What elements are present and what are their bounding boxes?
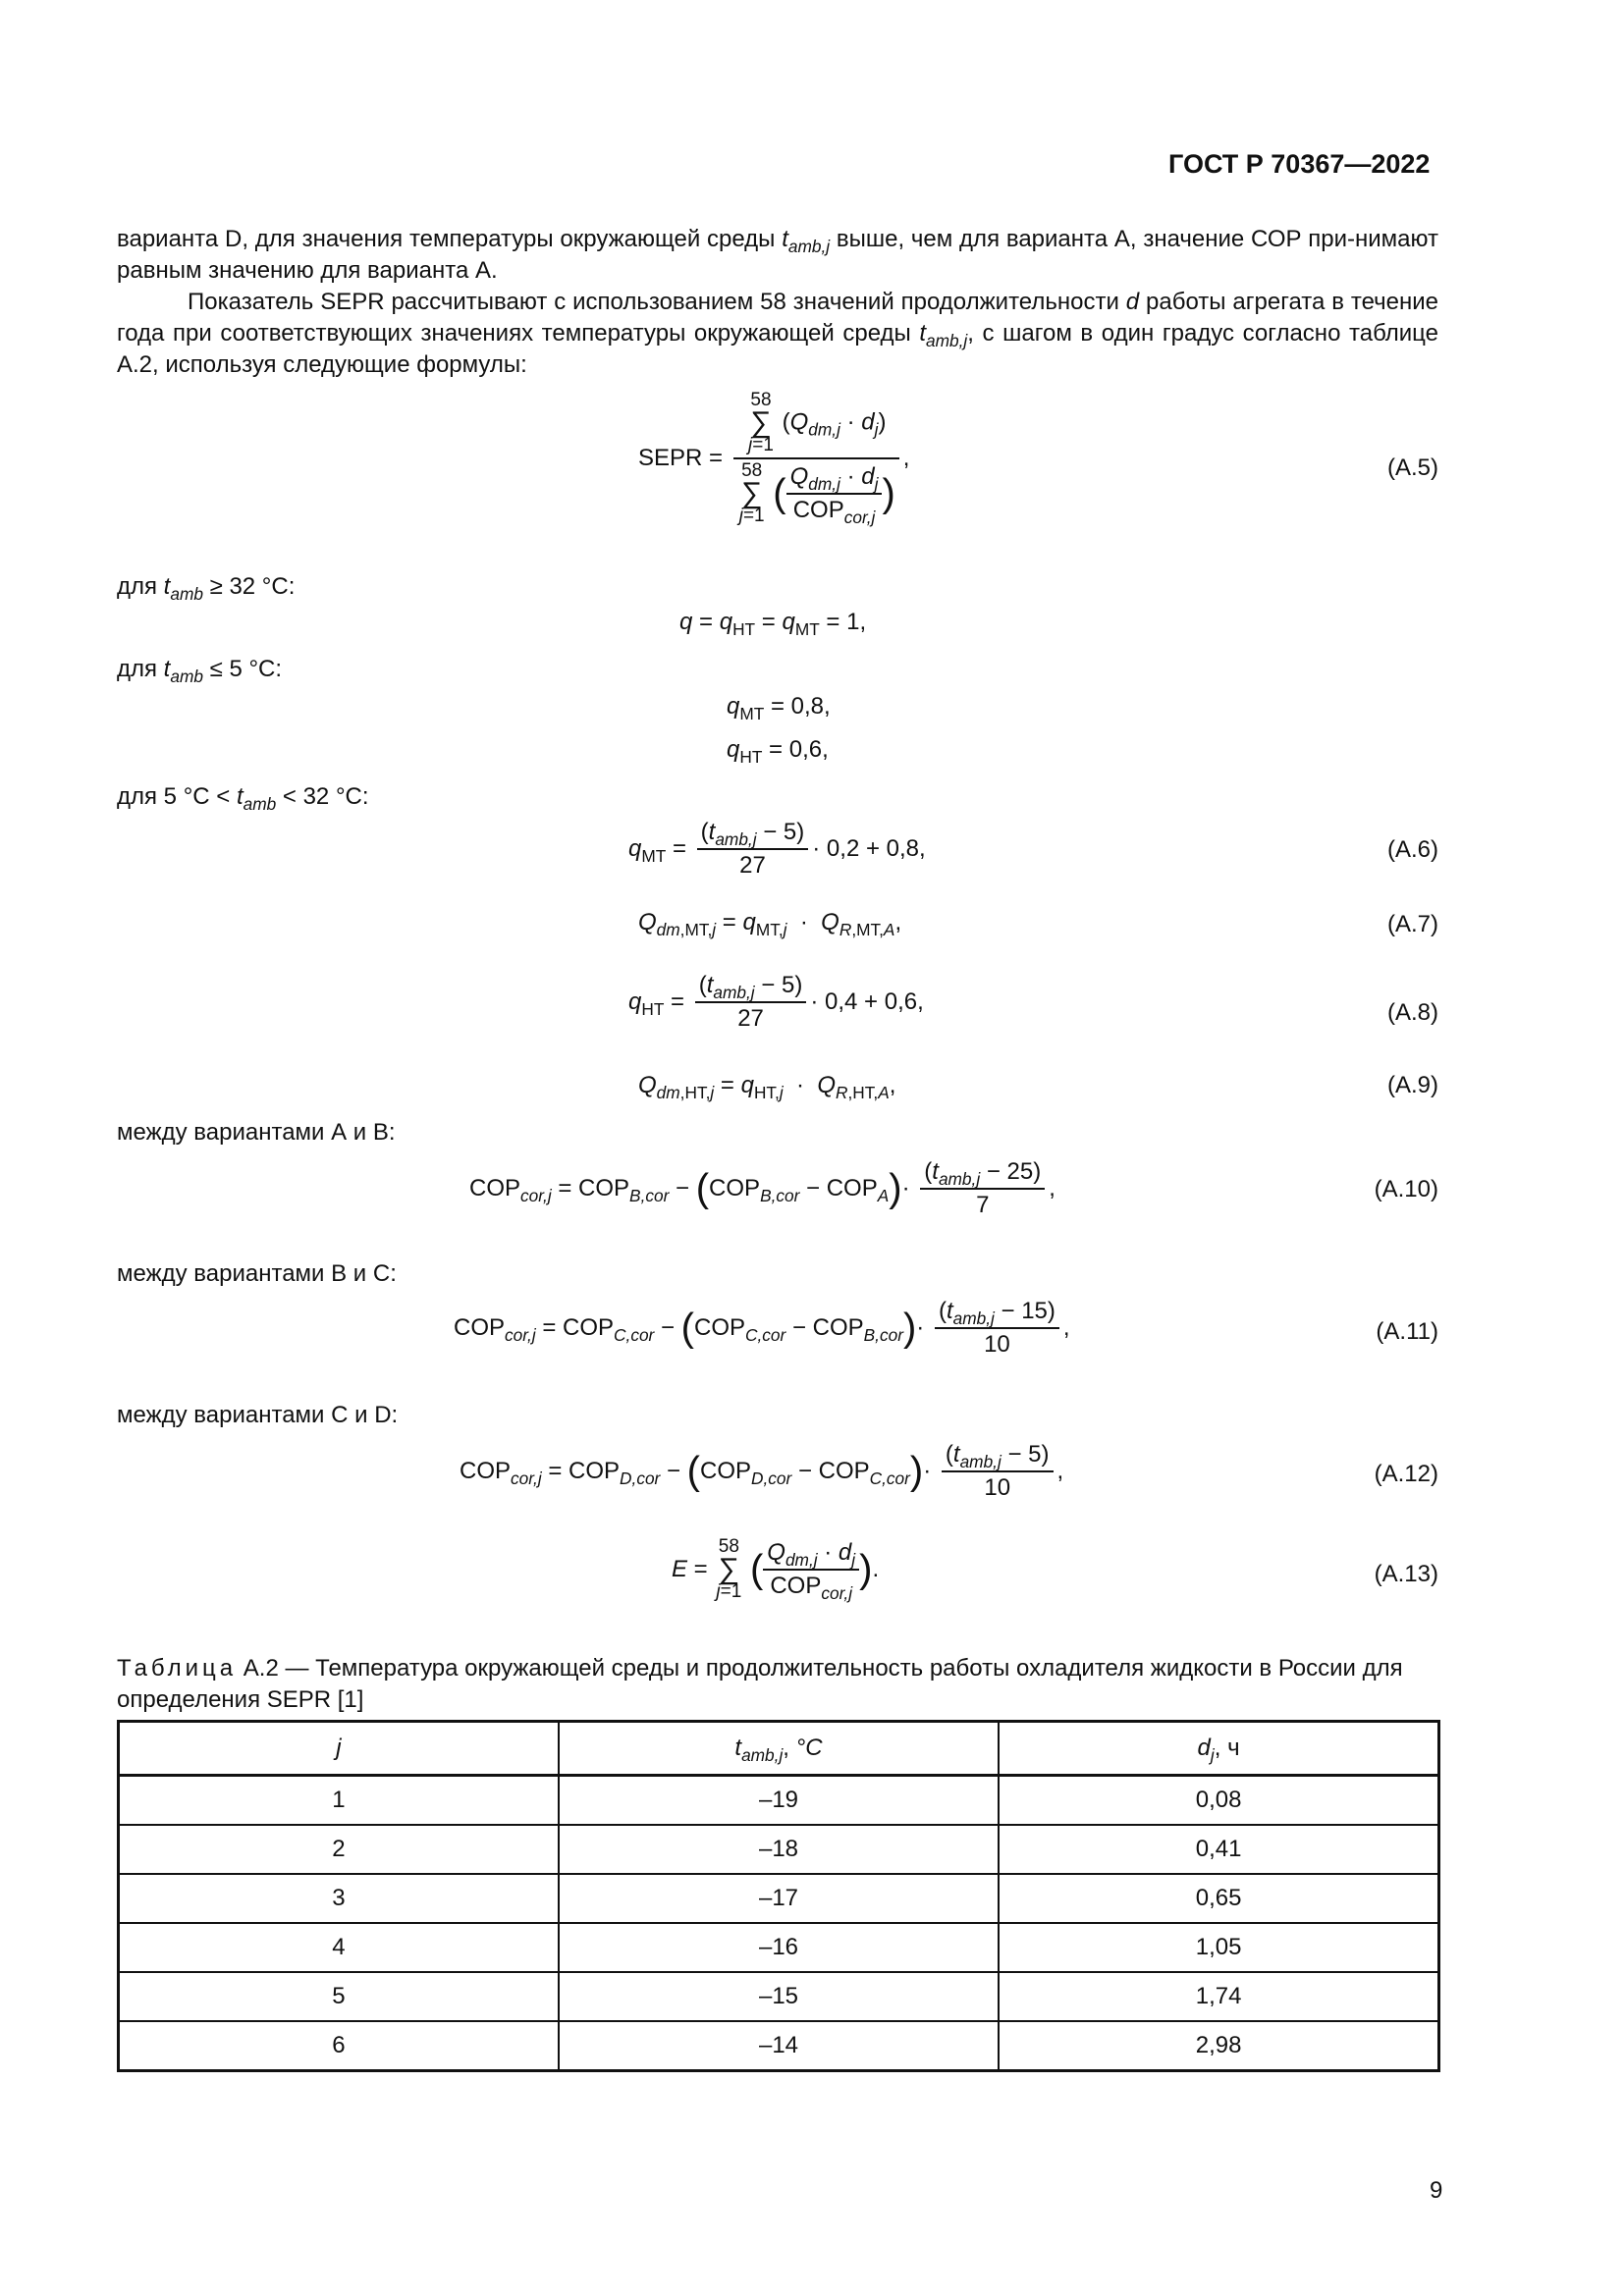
cell-j: 6 (119, 2021, 559, 2071)
cell-d: 1,05 (999, 1923, 1438, 1972)
cell-j: 4 (119, 1923, 559, 1972)
header-d: $d_j$, ч (999, 1722, 1438, 1776)
equation-number-a11: (А.11) (1376, 1318, 1438, 1345)
condition-tamb-ge-32: для $t_{amb} \ge 32$ °С: (117, 573, 296, 604)
cell-tamb: –18 (559, 1825, 999, 1874)
equation-number-a12: (А.12) (1374, 1461, 1438, 1487)
equation-a9: $Q_{dm,HT,j} = q_{HT,j} \cdot Q_{R,HT,A}$, (638, 1072, 896, 1102)
equation-number-a13: (А.13) (1374, 1561, 1438, 1587)
cell-d: 2,98 (999, 2021, 1438, 2071)
table-row (119, 1825, 1439, 1874)
equation-number-a7: (А.7) (1386, 911, 1438, 937)
equation-number-a5: (А.5) (1386, 454, 1438, 481)
table-a2 (117, 1720, 1440, 2072)
p2-text-b: работы агрегата в течение года при соответствующих значениях температуры окружающей среды (117, 289, 1438, 347)
table-caption (117, 1653, 1438, 1716)
equation-number-a10: (А.10) (1374, 1176, 1438, 1202)
header-tamb: $t_{amb,j}$, °C (559, 1722, 999, 1776)
equation-number-a9: (А.9) (1386, 1072, 1438, 1098)
cell-j: 1 (119, 1776, 559, 1826)
equation-a5: SEPR = 58 ∑ j=1 $(Q_{dm,j} \cdot d_j)$ 58 ∑ j=1 ( $\frac{Q_{dm,j} \cdot d_j}{COP_{cor,j}}$ ) , (638, 390, 910, 527)
equation-a11: $COP_{cor,j} = COP_{C,cor} - (COP_{C,cor} - COP_{B,cor})\cdot$ $\frac{(t_{amb,j} - 15)}{10}$ , (454, 1298, 1070, 1358)
condition-tamb-between: для 5 $^\circ С < t_{amb} < 32$ °С: (117, 783, 369, 814)
cell-tamb: –14 (559, 2021, 999, 2071)
label-between-c-d: между вариантами С и D: (117, 1402, 399, 1428)
equation-a13: E = 58 ∑ j=1 ( $\frac{Q_{dm,j} \cdot d_j}{COP_{cor,j}}$ ). (672, 1536, 880, 1603)
paragraph-sepr-calc: Показатель SEPR рассчитывают с использованием 58 значений продолжительности d работы агрегата в течение года при соответствующих значениях температуры окружающей среды $t_{amb,j}$, с шагом в один градус согласно таблице А.2, используя следующие формулы: (117, 289, 1438, 378)
page-number: 9 (1430, 2177, 1443, 2204)
cell-j: 3 (119, 1874, 559, 1923)
label-between-a-b: между вариантами А и В: (117, 1119, 396, 1146)
table-row (119, 1923, 1439, 1972)
table-header-row (119, 1722, 1439, 1776)
cell-j: 5 (119, 1972, 559, 2021)
equation-q-equals-1: $q = q_{HT} = q_{MT} = 1$, (679, 609, 867, 639)
equation-a6: $q_{MT}$ = $\frac{(t_{amb,j} - 5)}{27}$ · 0,2 + 0,8, (628, 819, 926, 879)
table-caption-text: А.2 — Температура окружающей среды и продолжительность работы охладителя жидкости в России для определения SEPR [1] (117, 1655, 1403, 1713)
equation-qht-06: $q_{HT} = 0,6$, (727, 736, 829, 767)
cell-tamb: –15 (559, 1972, 999, 2021)
cell-d: 1,74 (999, 1972, 1438, 2021)
header-j: j (119, 1722, 559, 1776)
equation-a8: $q_{HT}$ = $\frac{(t_{amb,j} - 5)}{27}$ · 0,4 + 0,6, (628, 972, 924, 1032)
equation-number-a6: (А.6) (1386, 836, 1438, 863)
standard-designation: ГОСТ Р 70367—2022 (1168, 149, 1431, 179)
cell-tamb: –16 (559, 1923, 999, 1972)
equation-a10: $COP_{cor,j} = COP_{B,cor} - (COP_{B,cor} - COP_A)\cdot$ $\frac{(t_{amb,j} - 25)}{7}$ , (469, 1158, 1056, 1218)
paragraph-variant-d: варианта D, для значения температуры окружающей среды $t_{amb,j}$ выше, чем для варианта А, значение СОР при-нимают равным значению для варианта А. (117, 226, 1438, 284)
p2-text-c: , с шагом в один градус согласно таблице А.2, используя следующие формулы: (117, 320, 1438, 378)
cell-d: 0,41 (999, 1825, 1438, 1874)
cell-d: 0,08 (999, 1776, 1438, 1826)
equation-a7: $Q_{dm,MT,j} = q_{MT,j} \cdot Q_{R,MT,A}$, (638, 909, 902, 939)
p1-text-b: выше, чем для варианта А, значение СОР при-нимают равным значению для варианта А. (117, 226, 1438, 284)
table-row (119, 2021, 1439, 2071)
cell-j: 2 (119, 1825, 559, 1874)
table-row (119, 1874, 1439, 1923)
table-caption-label: Таблица (117, 1655, 238, 1682)
equation-qmt-08: $q_{MT} = 0,8$, (727, 693, 831, 723)
table-row (119, 1972, 1439, 2021)
cell-tamb: –19 (559, 1776, 999, 1826)
cell-d: 0,65 (999, 1874, 1438, 1923)
p2-text-a: Показатель SEPR рассчитывают с использованием 58 значений продолжительности (188, 289, 1126, 315)
p1-text-a: варианта D, для значения температуры окружающей среды (117, 226, 783, 252)
condition-tamb-le-5: для $t_{amb} \le 5$ °С: (117, 656, 283, 686)
label-between-b-c: между вариантами В и С: (117, 1260, 397, 1287)
equation-a12: $COP_{cor,j} = COP_{D,cor} - (COP_{D,cor} - COP_{C,cor})\cdot$ $\frac{(t_{amb,j} - 5)}{10}$ , (460, 1441, 1064, 1501)
cell-tamb: –17 (559, 1874, 999, 1923)
table-row (119, 1776, 1439, 1826)
equation-number-a8: (А.8) (1386, 999, 1438, 1026)
